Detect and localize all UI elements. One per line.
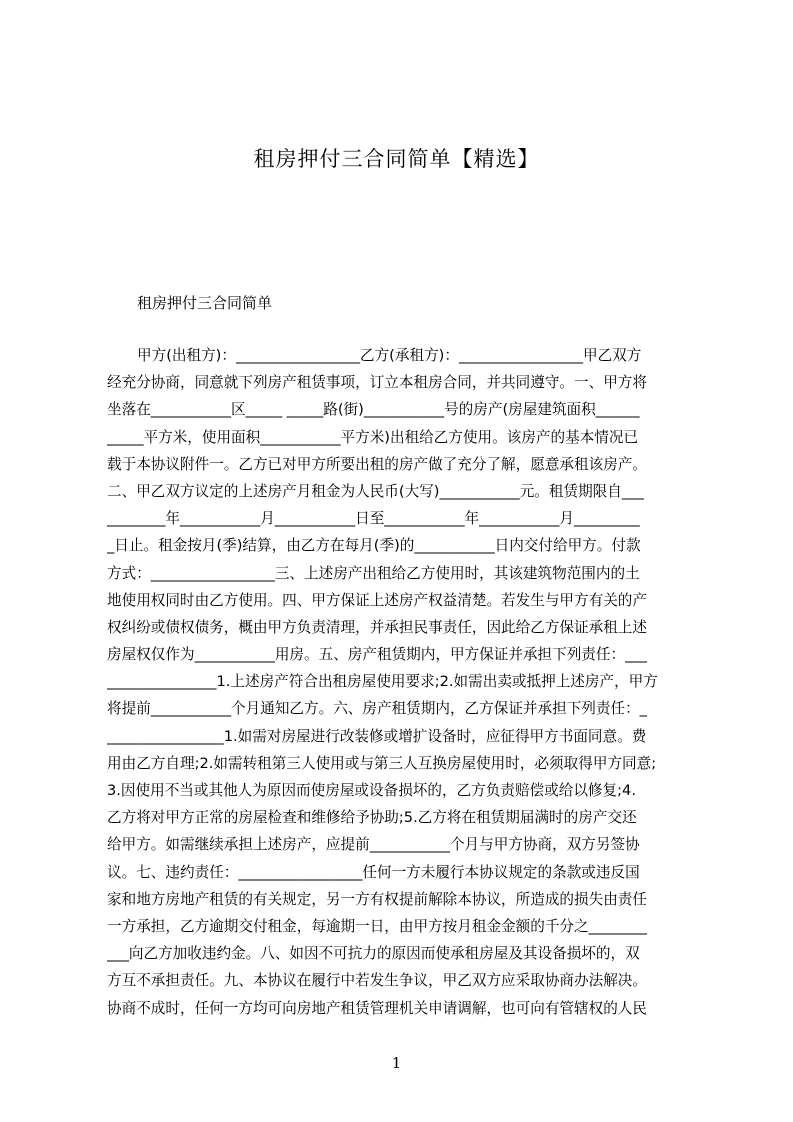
body-line: _日止。租金按月(季)结算，由乙方在每月(季)的___________日内交付给甲方。付款 xyxy=(107,537,641,555)
body-line: 二、甲乙双方议定的上述房产月租金为人民币(大写)___________元。租赁期限自___ xyxy=(107,482,644,500)
body-line: 给甲方。如需继续承担上述房产，应提前___________个月与甲方协商，双方另签协 xyxy=(107,836,640,854)
body-line: _____平方米，使用面积___________平方米)出租给乙方使用。该房产的基本情况已 xyxy=(107,428,639,446)
body-line: 方互不承担责任。九、本协议在履行中若发生争议，甲乙双方应采取协商办法解决。 xyxy=(107,972,647,990)
document-title: 租房押付三合同简单【精选】 xyxy=(253,147,540,171)
body-line: ___向乙方加收违约金。八、如因不可抗力的原因而使承租房屋及其设备损坏的，双 xyxy=(107,945,640,963)
body-line: ________________1.如需对房屋进行改装修或增扩设备时，应征得甲方书面同意。费 xyxy=(107,727,647,745)
body-line: 经充分协商，同意就下列房产租赁事项，订立本租房合同，并共同遵守。一、甲方将 xyxy=(107,374,647,392)
body-line: 用由乙方自理;2.如需转租第三人使用或与第三人互换房屋使用时，必须取得甲方同意; xyxy=(107,754,657,772)
contract-body xyxy=(107,342,697,1062)
body-line: ________年___________月___________日至___________年___________月_________ xyxy=(107,510,640,528)
body-line: 坐落在___________区_____ _____路(街)___________号的房产(房屋建筑面积______ xyxy=(107,401,640,419)
body-line: 载于本协议附件一。乙方已对甲方所要出租的房产做了充分了解，愿意承租该房产。 xyxy=(107,455,647,473)
body-line: 将提前___________个月通知乙方。六、房产租赁期内，乙方保证并承担下列责任：_ xyxy=(107,700,647,718)
page-number: 1 xyxy=(391,1054,402,1072)
body-line: 甲方(出租方)：_________________乙方(承租方)：_________________甲乙双方 xyxy=(137,347,642,364)
document-subtitle: 租房押付三合同简单 xyxy=(137,294,273,312)
body-line: 一方承担，乙方逾期交付租金，每逾期一日，由甲方按月租金金额的千分之________ xyxy=(107,917,647,935)
body-line: 地使用权同时由乙方使用。四、甲方保证上述房产权益清楚。若发生与甲方有关的产 xyxy=(107,591,647,609)
body-line: 3.因使用不当或其他人为原因而使房屋或设备损坏的，乙方负责赔偿或给以修复;4. xyxy=(107,782,636,799)
body-line: 权纠纷或债权债务，概由甲方负责清理，并承担民事责任，因此给乙方保证承租上述 xyxy=(107,618,647,636)
body-line: _______________1.上述房产符合出租房屋使用要求;2.如需出卖或抵押上述房产，甲方 xyxy=(107,673,658,691)
body-line: 房屋权仅作为___________用房。五、房产租赁期内，甲方保证并承担下列责任：___ xyxy=(107,646,647,664)
body-line: 家和地方房地产租赁的有关规定，另一方有权提前解除本协议，所造成的损失由责任 xyxy=(107,890,647,908)
body-line: 协商不成时，任何一方均可向房地产租赁管理机关申请调解，也可向有管辖权的人民 xyxy=(107,999,647,1017)
body-line: 方式：_________________三、上述房产出租给乙方使用时，其该建筑物范围内的土 xyxy=(107,564,640,582)
body-line: 议。七、违约责任：_________________任何一方未履行本协议规定的条款或违反国 xyxy=(107,863,640,881)
body-line: 乙方将对甲方正常的房屋检查和维修给予协助;5.乙方将在租赁期届满时的房产交还 xyxy=(107,809,637,827)
